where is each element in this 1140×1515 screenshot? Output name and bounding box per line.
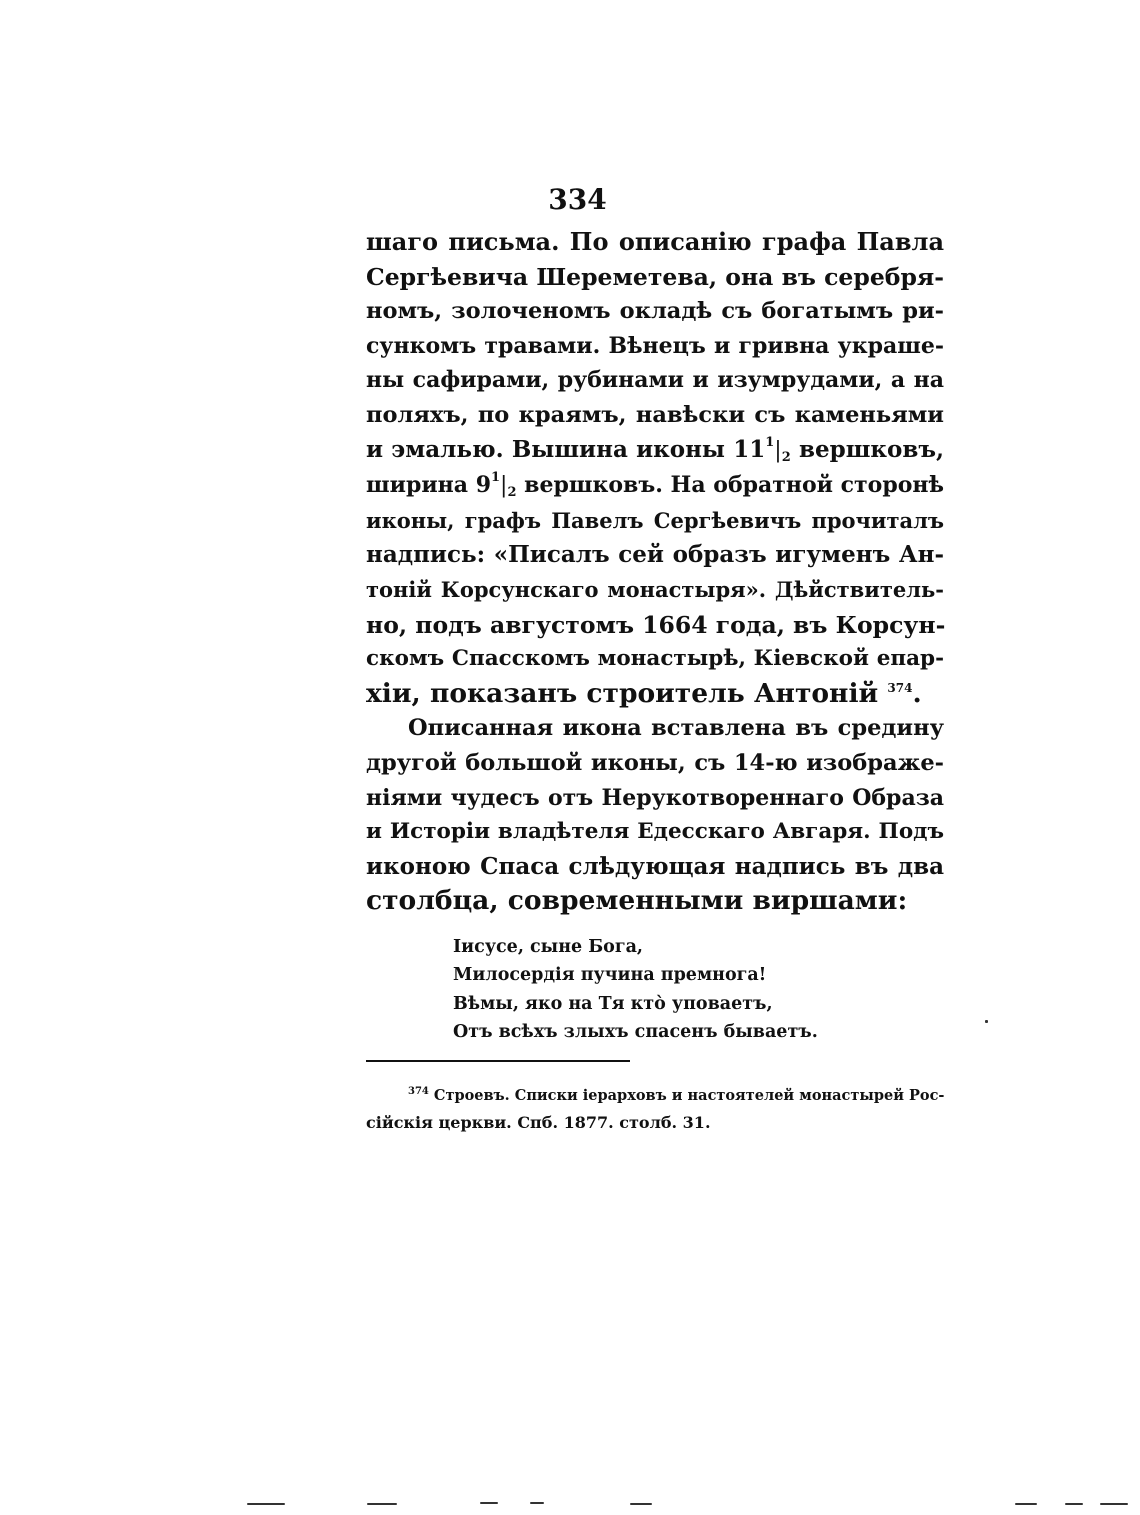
verse-line: Іисусе, сыне Бога,: [453, 937, 644, 957]
text-line: Сергѣевича Шереметева, она въ серебря-: [366, 262, 944, 291]
text-line: столбца, современными виршами:: [366, 885, 908, 917]
footnote-text: Строевъ. Списки іерарховъ и настоятелей монастырей Рос-: [428, 1087, 945, 1104]
fraction-numerator: 1: [491, 470, 501, 486]
text-line: другой большой иконы, съ 14-ю изображе-: [366, 749, 944, 776]
verse-line: Вѣмы, яко на Тя ктò уповаетъ,: [453, 993, 773, 1014]
text-line: иконою Спаса слѣдующая надпись въ два: [366, 852, 944, 880]
footnote-line: сійскія церкви. Спб. 1877. столб. 31.: [366, 1113, 711, 1132]
main-text: [366, 225, 944, 919]
text-line: ны сафирами, рубинами и изумрудами, а на: [366, 367, 944, 394]
text-line: сункомъ травами. Вѣнецъ и гривна украше-: [366, 332, 944, 359]
page-number: 334: [548, 183, 607, 216]
scan-artifact: [367, 1503, 397, 1505]
text-line: номъ, золоченомъ окладѣ съ богатымъ ри-: [366, 298, 944, 325]
text-line-height-measure: [366, 433, 944, 469]
text-line: шаго письма. По описанію графа Павла: [366, 227, 944, 256]
footnote-divider: [366, 1060, 630, 1062]
text-line-with-footnote: [366, 677, 944, 712]
text-line: и Исторіи владѣтеля Едесскаго Авгаря. Подъ: [366, 819, 944, 845]
text-line-width-measure: [366, 468, 944, 504]
text-segment: хіи, показанъ строитель Антоній: [366, 677, 888, 709]
scan-artifact: [1065, 1503, 1083, 1505]
text-segment: и эмалью. Вышина иконы 11: [366, 435, 766, 463]
footnote: [366, 1082, 944, 1136]
fraction-bar: |: [500, 473, 508, 499]
text-line: скомъ Спасскомъ монастырѣ, Кіевской епар-: [366, 646, 944, 672]
text-line: надпись: «Писалъ сей образъ игуменъ Ан-: [366, 541, 944, 569]
footnote-mark: 374: [408, 1086, 429, 1097]
footnote-reference: 374: [887, 680, 913, 695]
text-line: но, подъ августомъ 1664 года, въ Корсун-: [366, 610, 946, 639]
text-line: ніями чудесъ отъ Нерукотвореннаго Образа: [366, 784, 944, 811]
fraction-denominator: 2: [507, 485, 517, 501]
text-line: тоній Корсунскаго монастыря». Дѣйствитель-: [366, 576, 944, 602]
scan-artifact: [247, 1503, 285, 1505]
scan-artifact: [530, 1502, 544, 1504]
text-segment: вершковъ,: [790, 435, 945, 463]
verse-line: Отъ всѣхъ злыхъ спасенъ бываетъ.: [453, 1021, 818, 1042]
scan-artifact: [480, 1502, 498, 1504]
text-line: иконы, графъ Павелъ Сергѣевичъ прочиталъ: [366, 507, 944, 533]
scan-artifact: [630, 1503, 652, 1505]
text-segment: .: [912, 677, 922, 709]
verse-block: [453, 933, 873, 1046]
scan-artifact: [1015, 1503, 1037, 1505]
footnote-line: [366, 1082, 944, 1109]
scan-artifact: [985, 1020, 988, 1023]
fraction-denominator: 2: [781, 449, 791, 465]
text-segment: ширина 9: [366, 472, 491, 499]
scan-artifact: [1100, 1503, 1128, 1505]
verse-line: Милосердія пучина премнога!: [453, 965, 767, 986]
fraction-numerator: 1: [765, 434, 775, 450]
paragraph-start-line: Описанная икона вставлена въ средину: [408, 715, 944, 742]
text-line: поляхъ, по краямъ, навѣски съ каменьями: [366, 401, 944, 428]
text-segment: вершковъ. На обратной сторонѣ: [516, 472, 944, 499]
fraction-bar: |: [774, 437, 782, 463]
